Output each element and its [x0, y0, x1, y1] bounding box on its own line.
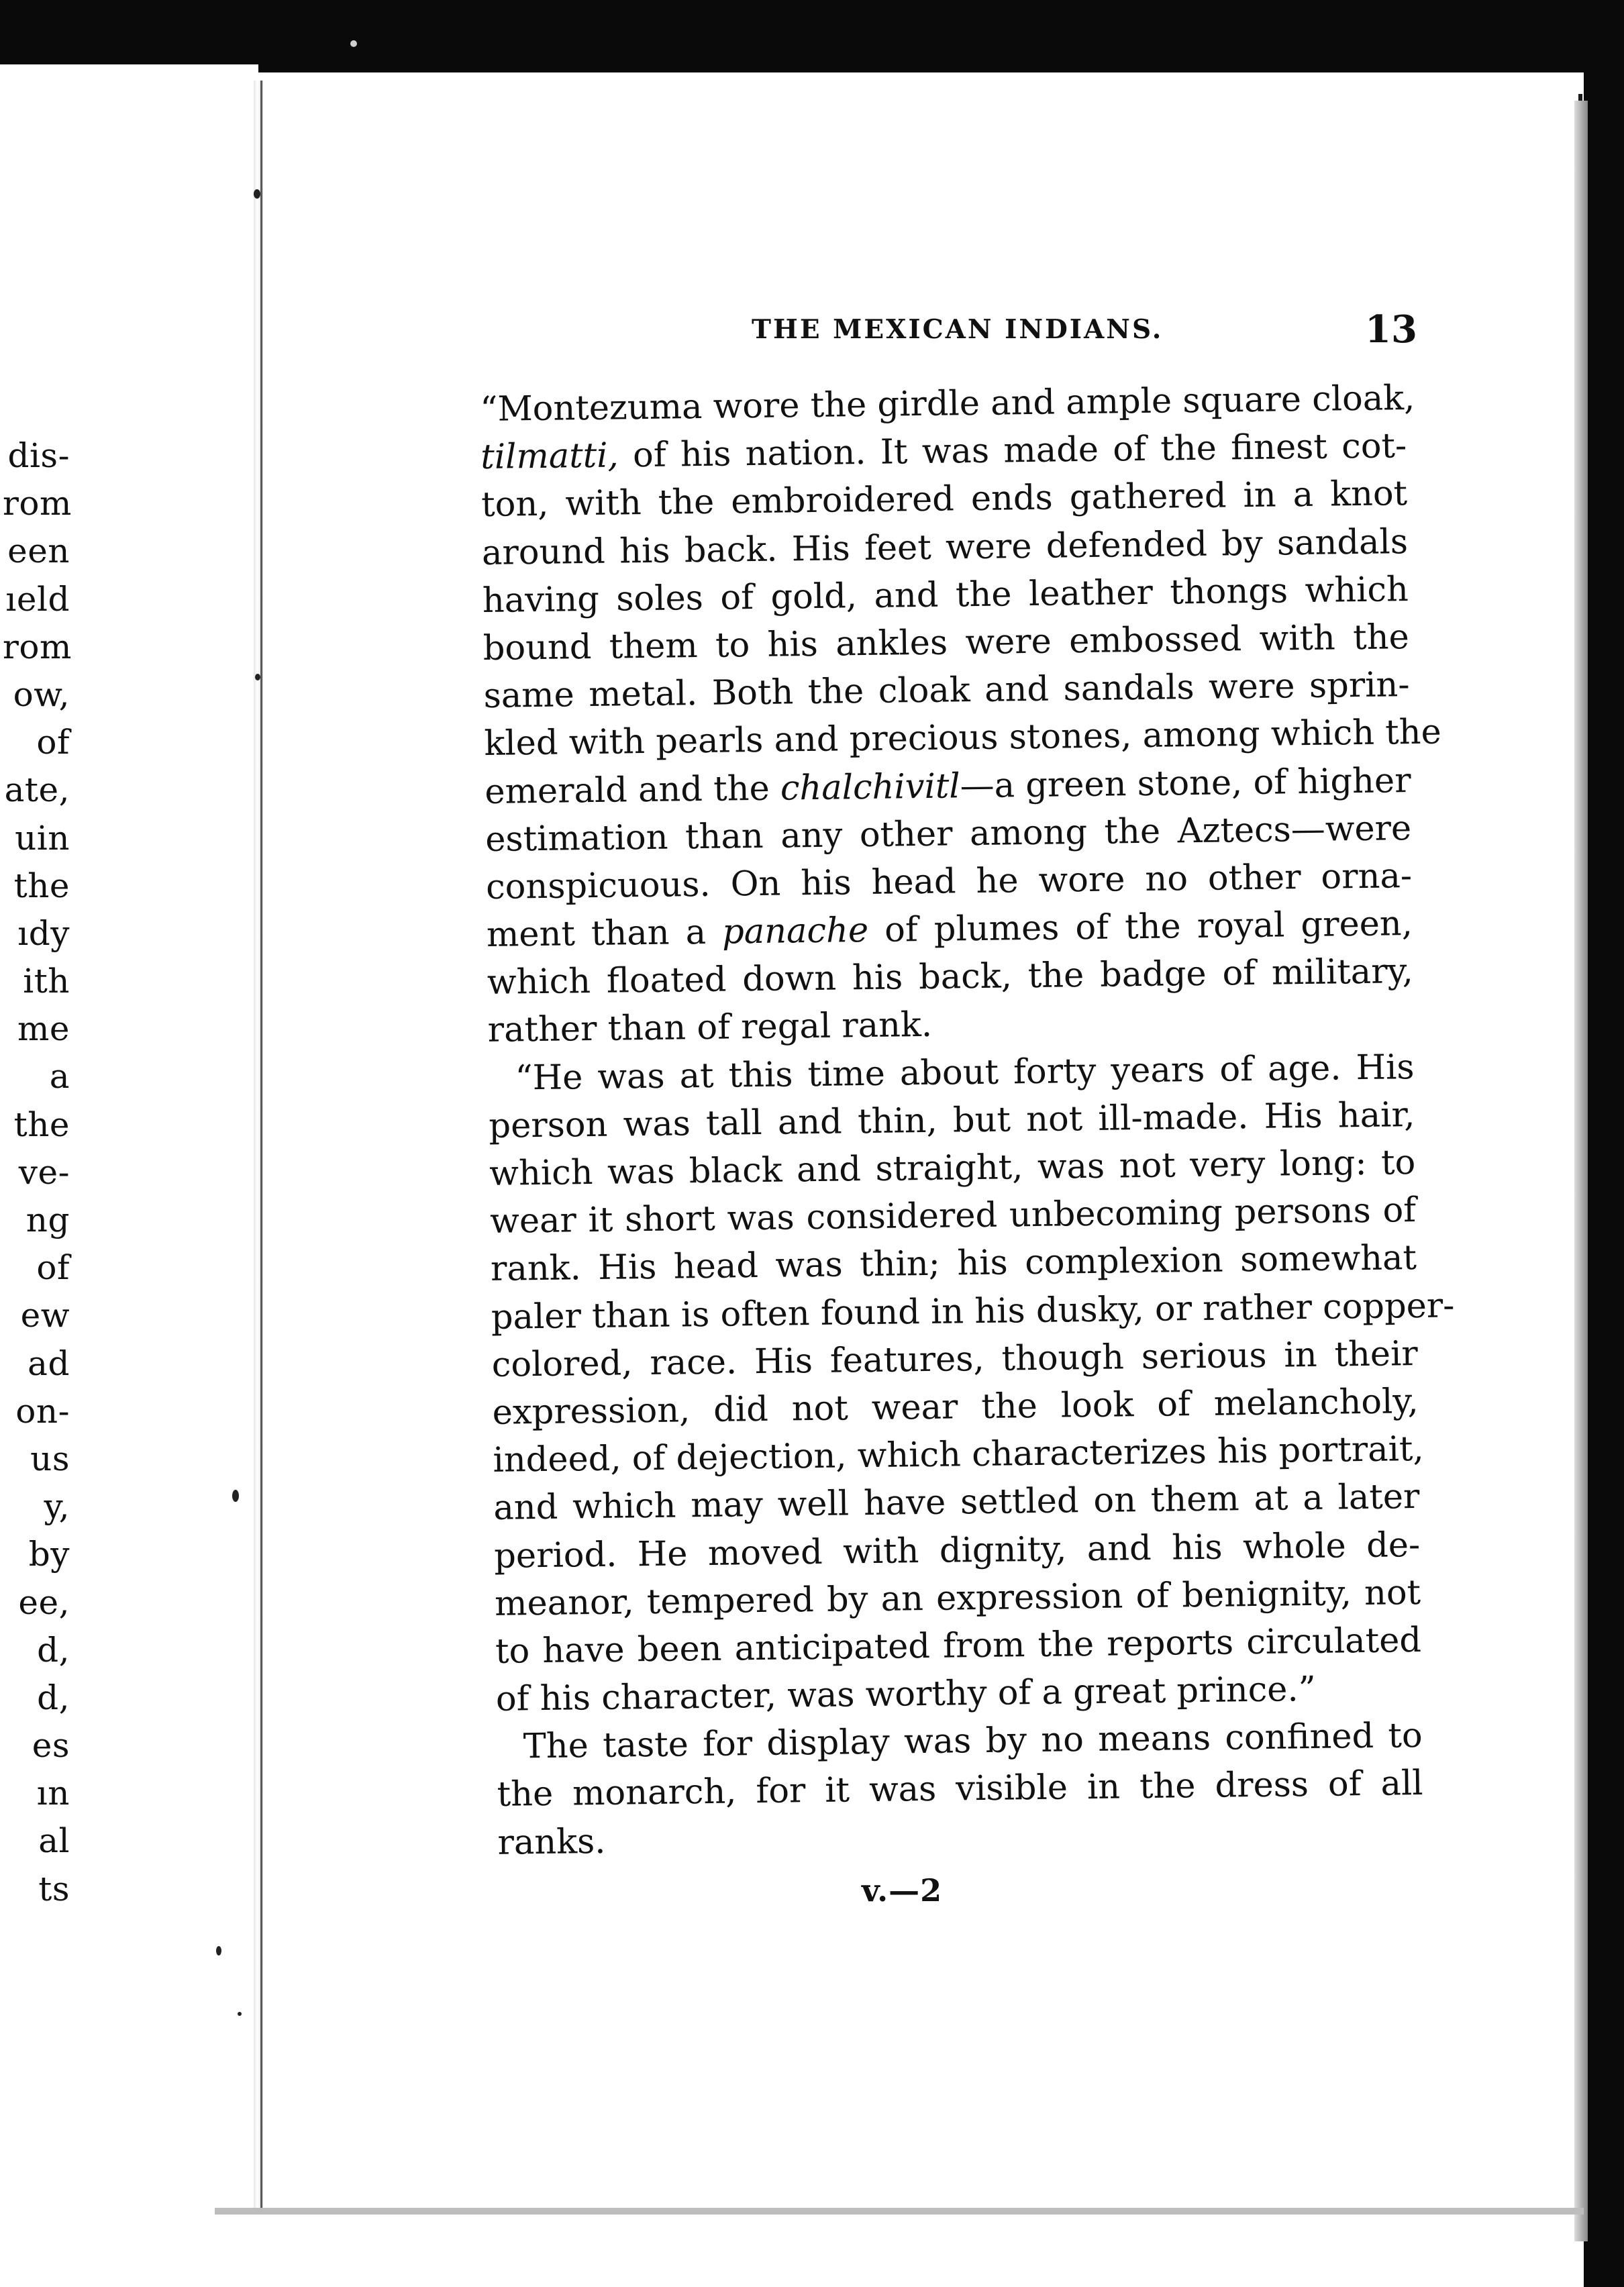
line-text: emerald and the — [485, 768, 781, 812]
line-text: to have been anticipated from the reports circulated — [495, 1620, 1422, 1672]
facing-page-fragment: a — [49, 1057, 70, 1097]
line-text: colored, race. His features, though serious in their — [491, 1333, 1419, 1385]
facing-page-line-endings — [3, 432, 70, 1913]
facing-page-fragment: al — [38, 1821, 70, 1861]
line-text: ment than a — [486, 912, 723, 955]
scan-speck — [216, 1946, 221, 1955]
line-text: of plumes of the royal green, — [868, 904, 1413, 951]
facing-page-fragment: dis- — [7, 436, 70, 475]
facing-page-fragment: es — [32, 1726, 70, 1766]
facing-page-fragment: me — [17, 1009, 70, 1049]
scan-background-top — [0, 0, 1624, 72]
line-text: expression, did not wear the look of melancholy, — [492, 1381, 1419, 1433]
facing-page-fragment: ıdy — [17, 913, 70, 953]
line-text: conspicuous. On his head he wore no other orna- — [485, 856, 1413, 907]
scan-speck — [255, 674, 260, 680]
line-text: —a green stone, of higher — [960, 760, 1411, 806]
line-text: rather than of regal rank. — [487, 1005, 933, 1051]
line-text: same metal. Both the cloak and sandals were sprin- — [483, 665, 1410, 717]
page-bottom-edge — [215, 2208, 1584, 2215]
scan-speck — [238, 2012, 242, 2016]
facing-page-fragment: of — [36, 723, 70, 762]
facing-page-fragment: rom — [3, 627, 72, 666]
facing-page-fragment: rom — [3, 484, 72, 523]
line-text: of his nation. It was made of the finest cot- — [618, 426, 1407, 476]
line-text: which floated down his back, the badge of military, — [487, 952, 1414, 1003]
facing-page-fragment: us — [30, 1439, 70, 1478]
facing-page-fragment: of — [36, 1248, 70, 1288]
facing-page-fragment: ith — [23, 962, 70, 1001]
facing-page-fragment: ee, — [18, 1582, 70, 1622]
facing-page-fragment: ad — [28, 1343, 70, 1383]
body-text — [480, 374, 1455, 1867]
line-text: ranks. — [497, 1821, 606, 1863]
line-text: rank. His head was thin; his complexion somewhat — [490, 1238, 1417, 1290]
line-text: estimation than any other among the Aztecs—were — [485, 808, 1412, 860]
facing-page-fragment: ın — [36, 1774, 70, 1813]
line-text: having soles of gold, and the leather thongs which — [482, 569, 1409, 621]
italic-term: tilmatti, — [480, 436, 619, 478]
scan-speck — [232, 1490, 239, 1502]
scan-background-right — [1584, 0, 1624, 2287]
facing-page-fragment: uin — [15, 818, 70, 858]
line-text: around his back. His feet were defended by sandals — [481, 521, 1409, 573]
signature-mark: v.—2 — [862, 1872, 943, 1909]
line-text: “He was at this time about forty years of age. His — [515, 1047, 1415, 1099]
line-text: bound them to his ankles were embossed with the — [483, 617, 1410, 668]
italic-term: chalchivitl — [780, 766, 961, 809]
scan-speck — [254, 189, 260, 199]
line-text: and which may well have settled on them at a later — [493, 1477, 1420, 1529]
facing-page-fragment: een — [7, 531, 70, 571]
line-text: meanor, tempered by an expression of benignity, not — [494, 1572, 1421, 1624]
facing-page-fragment: d, — [37, 1678, 70, 1717]
line-text: person was tall and thin, but not ill-made. His hair, — [489, 1095, 1415, 1146]
line-text: The taste for display was by no means confined to — [523, 1716, 1423, 1767]
facing-page-fragment: ve- — [18, 1152, 70, 1192]
facing-page-fragment: ew — [20, 1296, 70, 1335]
gutter-fold-line — [260, 81, 262, 2208]
line-text: period. He moved with dignity, and his whole de- — [493, 1525, 1421, 1576]
facing-page-fragment: the — [13, 866, 70, 905]
facing-page-fragment: ow, — [13, 674, 70, 714]
line-text: indeed, of dejection, which characterizes his portrait, — [493, 1429, 1424, 1481]
facing-page-fragment: on- — [15, 1391, 70, 1431]
scan-speck — [350, 40, 357, 47]
running-head: THE MEXICAN INDIANS. — [752, 314, 1164, 345]
facing-page-fragment: d, — [37, 1630, 70, 1670]
page-edge-shadow — [1574, 101, 1588, 2241]
line-text: kled with pearls and precious stones, among which the — [484, 712, 1442, 764]
page-number: 13 — [1365, 307, 1417, 352]
line-text: ton, with the embroidered ends gathered in a knot — [480, 474, 1408, 525]
line-text: wear it short was considered unbecoming persons of — [489, 1190, 1417, 1242]
line-text: the monarch, for it was visible in the dress of all — [497, 1764, 1423, 1815]
facing-page-fragment: ts — [38, 1869, 70, 1909]
facing-page-fragment: y, — [44, 1487, 70, 1527]
italic-term: panache — [721, 911, 869, 952]
line-text: paler than is often found in his dusky, or rather copper- — [491, 1285, 1455, 1337]
line-text: “Montezuma wore the girdle and ample square cloak, — [480, 378, 1415, 429]
facing-page-fragment: the — [13, 1105, 70, 1144]
facing-page-fragment: ate, — [4, 770, 70, 810]
facing-page-fragment: by — [28, 1535, 70, 1574]
facing-page-fragment: ıeld — [5, 579, 70, 619]
line-text: of his character, was worthy of a great prince.” — [495, 1669, 1317, 1719]
line-text: which was black and straight, was not very long: to — [489, 1143, 1416, 1194]
facing-page-fragment: ng — [26, 1201, 70, 1239]
